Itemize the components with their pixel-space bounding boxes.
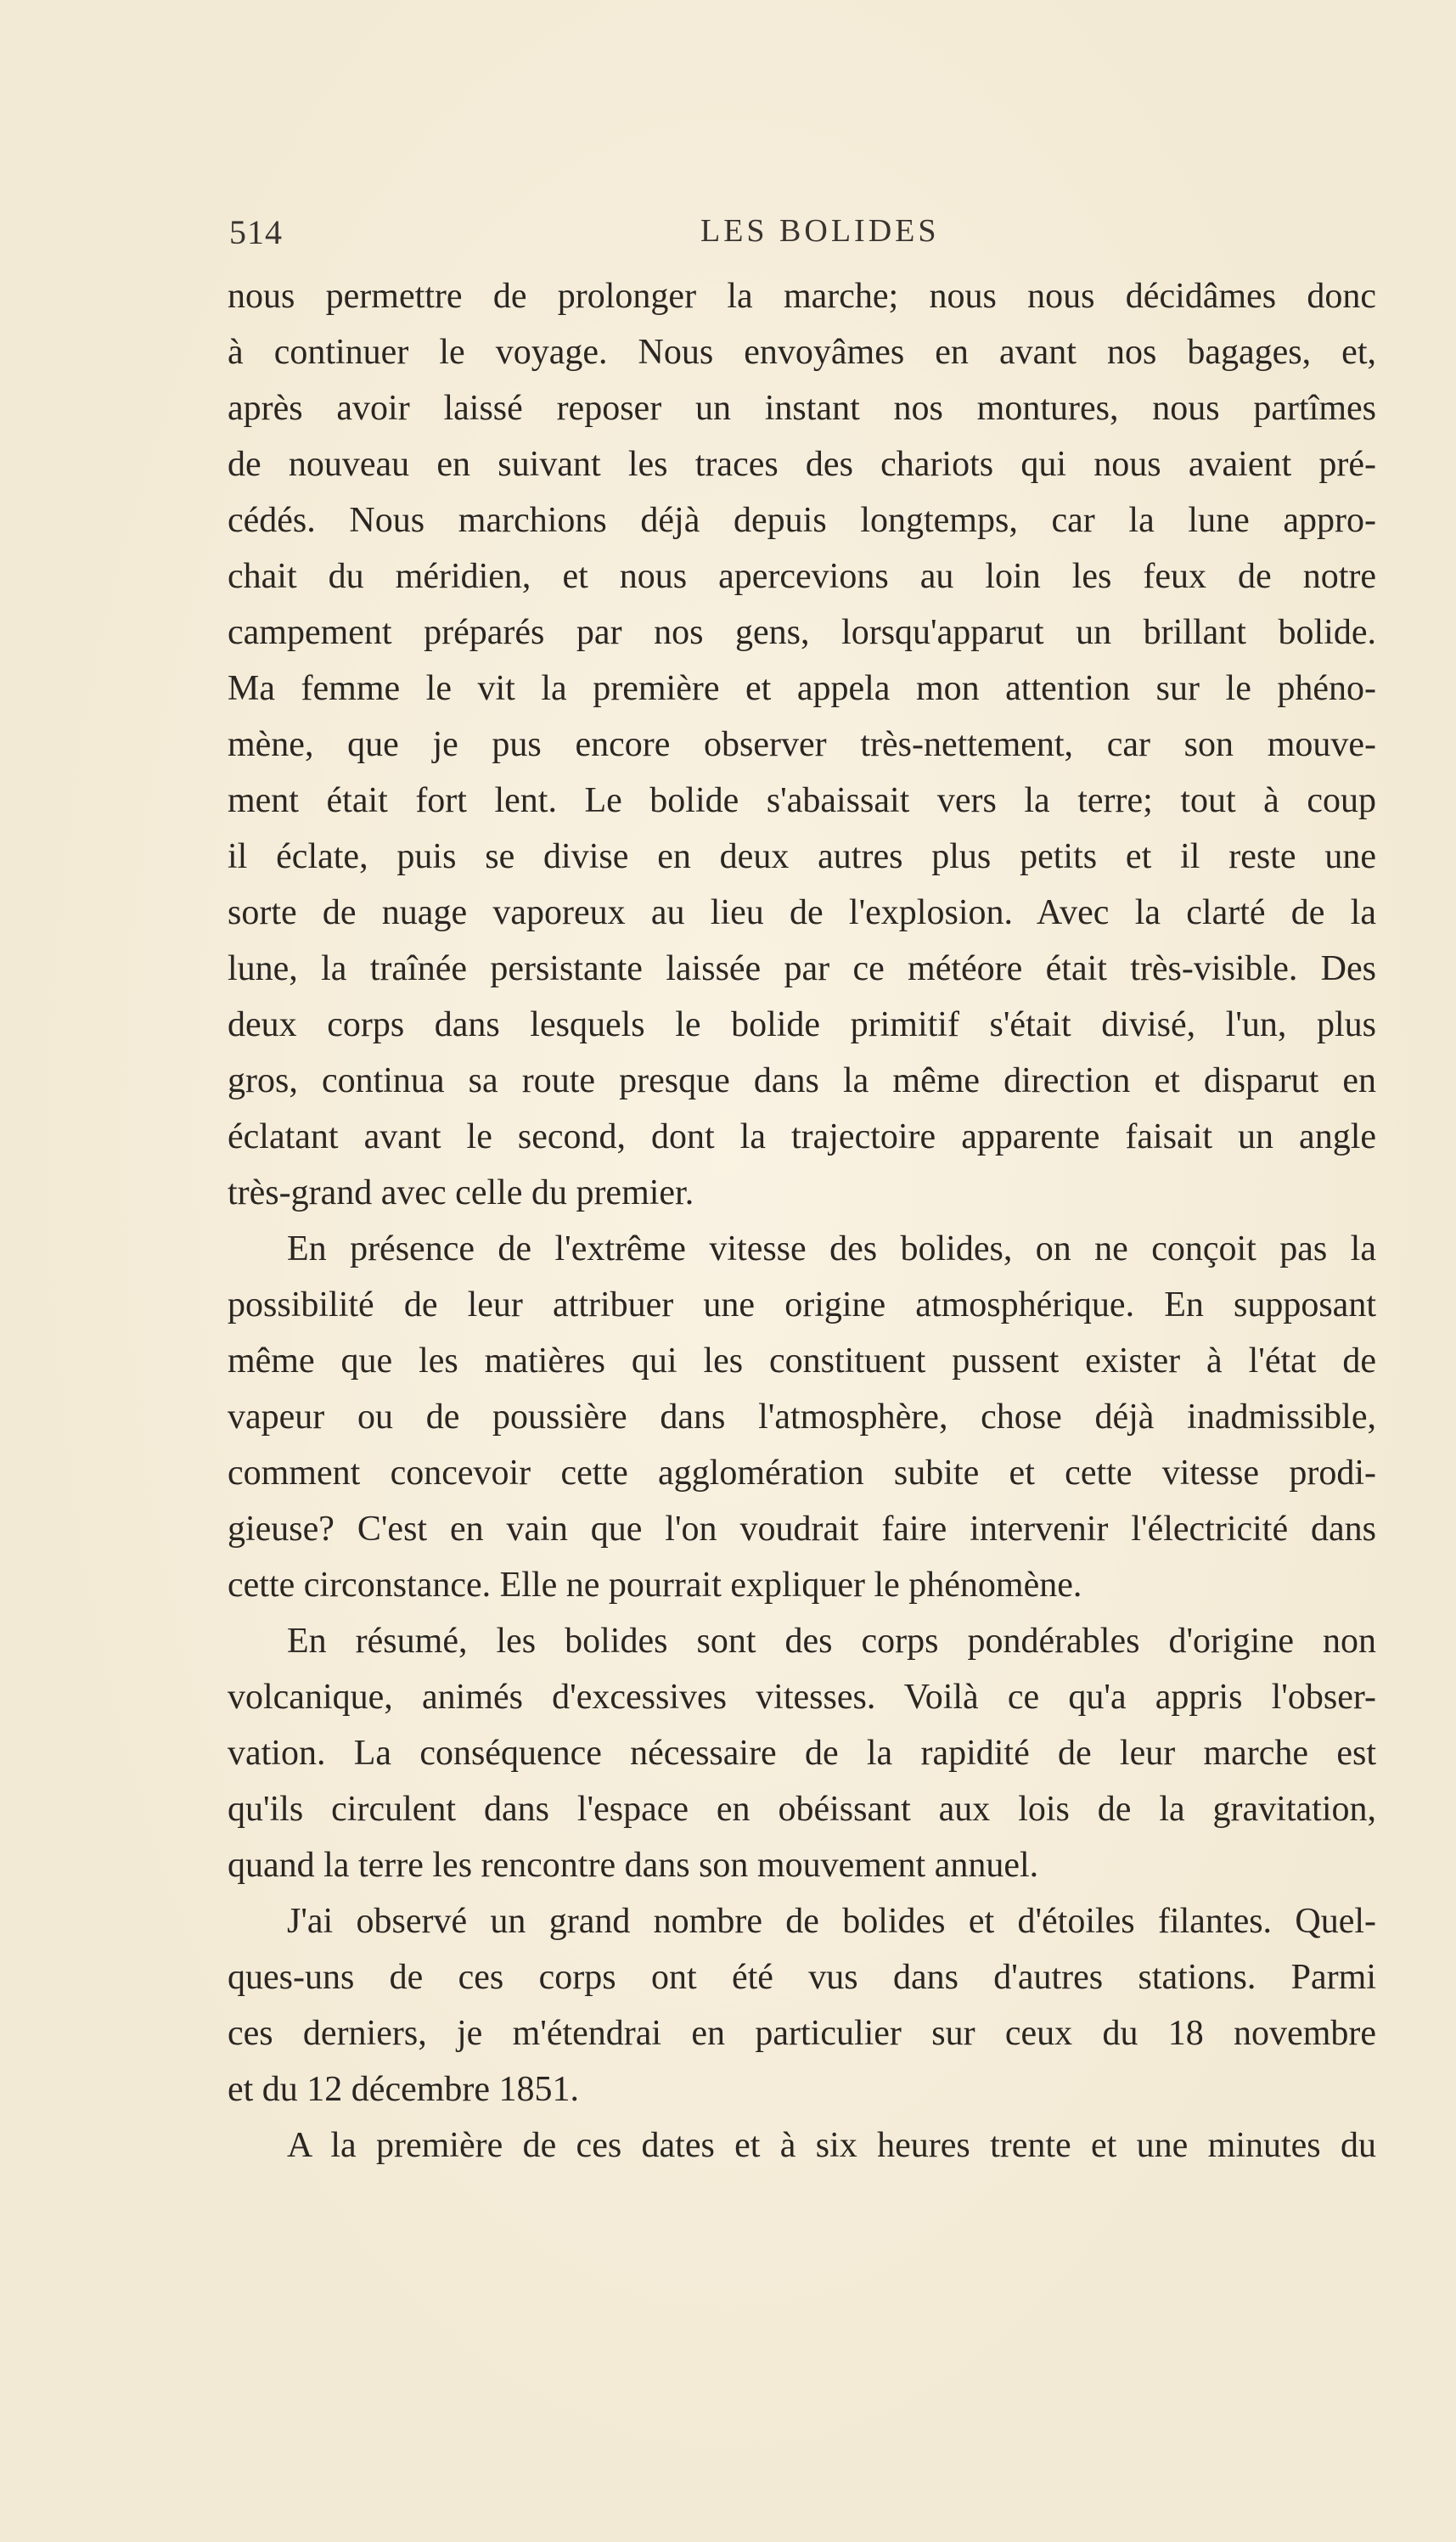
text-line: J'ai observé un grand nombre de bolides et d'étoiles filantes. Quel- xyxy=(287,1902,1376,1941)
text-line: qu'ils circulent dans l'espace en obéissant aux lois de la gravitation, xyxy=(228,1790,1376,1829)
text-line: volcanique, animés d'excessives vitesses. Voilà ce qu'a appris l'obser- xyxy=(228,1678,1376,1717)
running-head xyxy=(229,212,1401,263)
page-number: 514 xyxy=(229,213,283,251)
text-line: éclatant avant le second, dont la trajectoire apparente faisait un angle xyxy=(228,1117,1376,1156)
text-line: il éclate, puis se divise en deux autres plus petits et il reste une xyxy=(228,837,1376,876)
text-line: gieuse? C'est en vain que l'on voudrait faire intervenir l'électricité dans xyxy=(228,1510,1376,1549)
text-line: même que les matières qui les constituent pussent exister à l'état de xyxy=(228,1341,1376,1381)
text-line: très-grand avec celle du premier. xyxy=(228,1173,694,1212)
running-title: LES BOLIDES xyxy=(700,213,940,249)
text-line: A la première de ces dates et à six heures trente et une minutes du xyxy=(287,2126,1376,2165)
text-line: deux corps dans lesquels le bolide primitif s'était divisé, l'un, plus xyxy=(228,1005,1376,1044)
text-line: En résumé, les bolides sont des corps pondérables d'origine non xyxy=(287,1622,1376,1661)
text-line: possibilité de leur attribuer une origine atmosphérique. En supposant xyxy=(228,1285,1376,1324)
text-line: ques-uns de ces corps ont été vus dans d'autres stations. Parmi xyxy=(228,1958,1376,1997)
text-line: à continuer le voyage. Nous envoyâmes en avant nos bagages, et, xyxy=(228,333,1376,372)
text-line: nous permettre de prolonger la marche; nous nous décidâmes donc xyxy=(228,277,1376,316)
text-line: vapeur ou de poussière dans l'atmosphère, chose déjà inadmissible, xyxy=(228,1398,1376,1437)
text-line: sorte de nuage vaporeux au lieu de l'explosion. Avec la clarté de la xyxy=(228,893,1376,932)
text-line: comment concevoir cette agglomération subite et cette vitesse prodi- xyxy=(228,1454,1376,1493)
text-line: cédés. Nous marchions déjà depuis longtemps, car la lune appro- xyxy=(228,501,1376,540)
text-line: campement préparés par nos gens, lorsqu'apparut un brillant bolide. xyxy=(228,613,1376,652)
text-line: chait du méridien, et nous apercevions au loin les feux de notre xyxy=(228,557,1376,596)
text-line: En présence de l'extrême vitesse des bolides, on ne conçoit pas la xyxy=(287,1229,1376,1268)
text-line: quand la terre les rencontre dans son mouvement annuel. xyxy=(228,1846,1039,1885)
text-line: ment était fort lent. Le bolide s'abaissait vers la terre; tout à coup xyxy=(228,781,1376,820)
text-line: ces derniers, je m'étendrai en particulier sur ceux du 18 novembre xyxy=(228,2014,1376,2053)
text-line: vation. La conséquence nécessaire de la rapidité de leur marche est xyxy=(228,1734,1376,1773)
body-text xyxy=(228,268,1376,2174)
text-line: mène, que je pus encore observer très-nettement, car son mouve- xyxy=(228,725,1376,764)
text-line: cette circonstance. Elle ne pourrait expliquer le phénomène. xyxy=(228,1566,1082,1605)
text-line: et du 12 décembre 1851. xyxy=(228,2070,580,2109)
text-line: après avoir laissé reposer un instant nos montures, nous partîmes xyxy=(228,389,1376,428)
text-line: gros, continua sa route presque dans la même direction et disparut en xyxy=(228,1061,1376,1100)
text-line: de nouveau en suivant les traces des chariots qui nous avaient pré- xyxy=(228,445,1376,484)
text-line: lune, la traînée persistante laissée par ce météore était très-visible. Des xyxy=(228,949,1376,988)
text-line: Ma femme le vit la première et appela mon attention sur le phéno- xyxy=(228,669,1376,708)
